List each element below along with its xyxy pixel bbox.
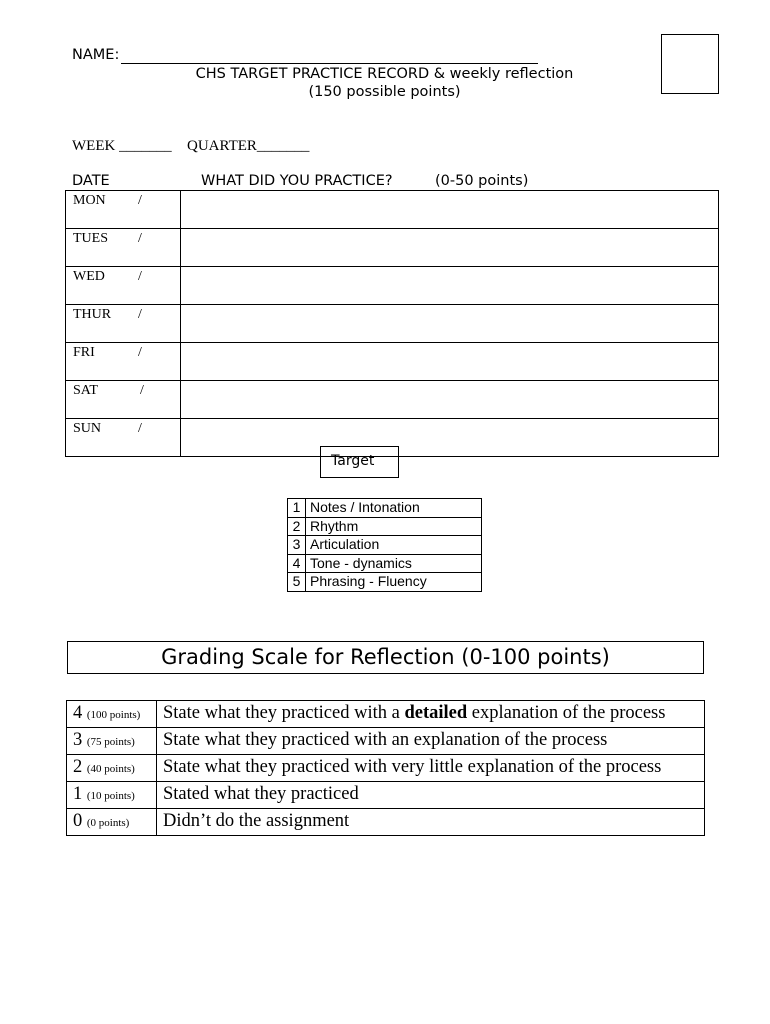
target-label: Rhythm: [306, 517, 482, 536]
day-label: SUN: [73, 421, 102, 436]
grade-points: (10 points): [86, 790, 135, 802]
day-label: FRI: [73, 345, 95, 360]
grade-value: 2: [73, 757, 83, 777]
day-label: TUES: [73, 231, 108, 246]
target-label: Tone - dynamics: [306, 554, 482, 573]
day-label: MON: [73, 193, 106, 208]
grade-points: (100 points): [86, 709, 141, 721]
target-label: Phrasing - Fluency: [306, 573, 482, 592]
day-cell[interactable]: [66, 305, 181, 343]
practice-log-row: [66, 381, 719, 419]
grade-value: 1: [73, 784, 83, 804]
week-field[interactable]: WEEK _______: [72, 138, 172, 154]
description-text: State what they practiced with very little explanation of the process: [163, 757, 662, 777]
description-text: Didn’t do the assignment: [163, 811, 350, 831]
target-row: [288, 499, 482, 518]
practice-log-row: [66, 343, 719, 381]
practice-column-header: WHAT DID YOU PRACTICE?: [201, 173, 393, 189]
date-column-header: DATE: [72, 173, 110, 189]
grading-row: [67, 701, 705, 728]
grade-value: 3: [73, 730, 83, 750]
grading-scale-title: Grading Scale for Reflection (0-100 points): [67, 641, 704, 674]
page-title: CHS TARGET PRACTICE RECORD & weekly reflection: [195, 66, 574, 82]
grade-cell: [67, 809, 157, 836]
day-cell[interactable]: [66, 267, 181, 305]
target-number: 1: [288, 499, 306, 518]
description-emphasis: detailed: [404, 703, 468, 723]
grade-points: (40 points): [86, 763, 135, 775]
date-slash: /: [138, 345, 142, 360]
practice-entry-cell[interactable]: [181, 419, 719, 457]
practice-log-row: [66, 191, 719, 229]
description-text: State what they practiced with an explanation of the process: [163, 730, 608, 750]
grade-points: (0 points): [86, 817, 130, 829]
day-label: WED: [73, 269, 105, 284]
date-slash: /: [138, 231, 142, 246]
target-label: Notes / Intonation: [306, 499, 482, 518]
target-label-box: Target: [320, 446, 399, 478]
practice-log-table: [65, 190, 719, 457]
practice-entry-cell[interactable]: [181, 267, 719, 305]
target-row: [288, 554, 482, 573]
date-slash: /: [138, 269, 142, 284]
date-slash: /: [140, 383, 144, 398]
grading-row: [67, 755, 705, 782]
practice-points-label: (0-50 points): [435, 173, 529, 189]
target-number: 2: [288, 517, 306, 536]
grade-description: [157, 782, 705, 809]
grade-cell: [67, 782, 157, 809]
day-cell[interactable]: [66, 229, 181, 267]
description-text-continued: explanation of the process: [467, 703, 666, 723]
description-text: State what they practiced with a: [163, 703, 405, 723]
grade-cell: [67, 755, 157, 782]
grade-value: 0: [73, 811, 83, 831]
target-row: [288, 536, 482, 555]
grade-cell: [67, 728, 157, 755]
name-field-line[interactable]: [121, 63, 538, 64]
practice-log-row: [66, 305, 719, 343]
target-row: [288, 573, 482, 592]
target-list-table: [287, 498, 482, 592]
target-row: [288, 517, 482, 536]
date-slash: /: [138, 307, 142, 322]
target-number: 3: [288, 536, 306, 555]
target-number: 5: [288, 573, 306, 592]
grading-row: [67, 782, 705, 809]
grade-description: [157, 809, 705, 836]
practice-entry-cell[interactable]: [181, 229, 719, 267]
target-label: Articulation: [306, 536, 482, 555]
day-cell[interactable]: [66, 343, 181, 381]
day-label: THUR: [73, 307, 112, 322]
grade-points: (75 points): [86, 736, 135, 748]
day-label: SAT: [73, 383, 98, 398]
name-label: NAME:: [72, 47, 120, 63]
quarter-field[interactable]: QUARTER_______: [187, 138, 310, 154]
date-slash: /: [138, 421, 142, 436]
practice-entry-cell[interactable]: [181, 381, 719, 419]
practice-entry-cell[interactable]: [181, 191, 719, 229]
grade-description: [157, 728, 705, 755]
description-text: Stated what they practiced: [163, 784, 359, 804]
practice-log-row: [66, 229, 719, 267]
day-cell[interactable]: [66, 381, 181, 419]
day-cell[interactable]: [66, 419, 181, 457]
grade-cell: [67, 701, 157, 728]
date-slash: /: [138, 193, 142, 208]
day-cell[interactable]: [66, 191, 181, 229]
grading-row: [67, 728, 705, 755]
grade-description: [157, 755, 705, 782]
page-subtitle: (150 possible points): [308, 84, 461, 100]
grade-value: 4: [73, 703, 83, 723]
grade-description: [157, 701, 705, 728]
score-box[interactable]: [661, 34, 719, 94]
practice-entry-cell[interactable]: [181, 343, 719, 381]
target-number: 4: [288, 554, 306, 573]
grading-scale-table: [66, 700, 705, 836]
grading-row: [67, 809, 705, 836]
practice-log-row: [66, 267, 719, 305]
practice-entry-cell[interactable]: [181, 305, 719, 343]
